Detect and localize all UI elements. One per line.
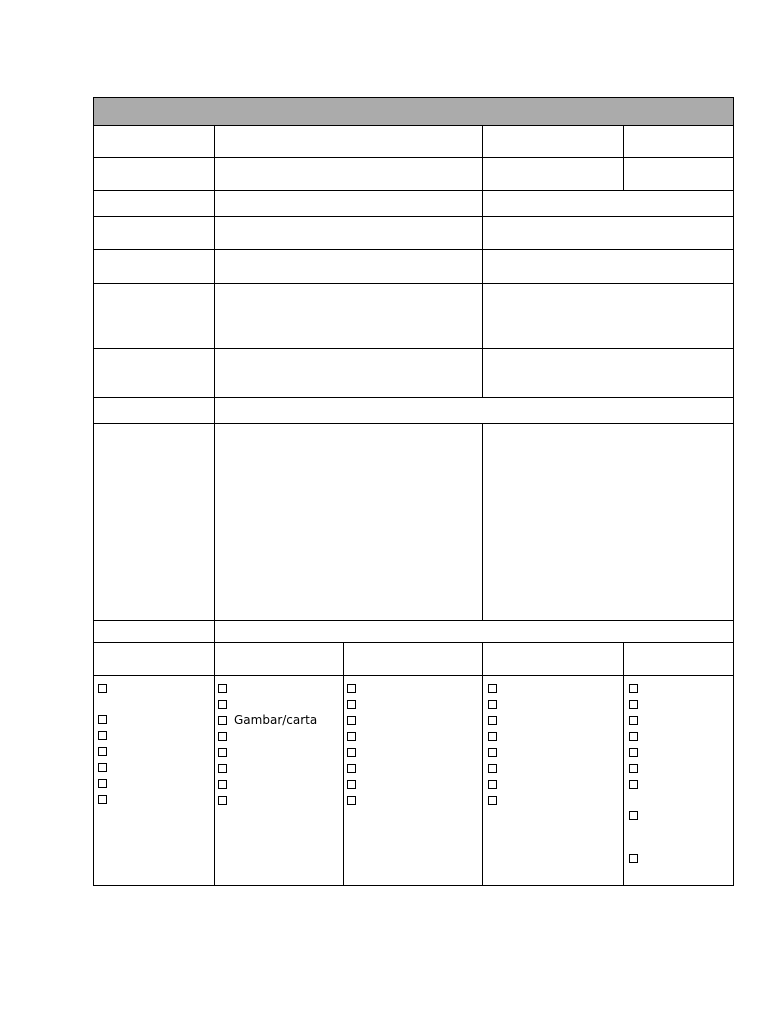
checklist-header-cell [623, 642, 734, 676]
field-label-cell [93, 157, 215, 191]
checkbox[interactable] [218, 748, 227, 757]
field-input-cell[interactable] [482, 283, 734, 349]
checklist-header-cell [482, 642, 624, 676]
field-input-cell[interactable] [482, 190, 734, 217]
checkbox[interactable] [629, 684, 638, 693]
checkbox[interactable] [629, 700, 638, 709]
field-label-cell [93, 620, 215, 643]
checkbox[interactable] [98, 684, 107, 693]
checkbox[interactable] [488, 780, 497, 789]
checklist-header-cell [343, 642, 483, 676]
checkbox[interactable] [347, 732, 356, 741]
checkbox[interactable] [488, 700, 497, 709]
checklist-column-4 [482, 675, 624, 886]
checkbox[interactable] [98, 763, 107, 772]
checkbox[interactable] [347, 748, 356, 757]
checkbox[interactable] [488, 716, 497, 725]
checklist-header-cell [93, 642, 215, 676]
field-input-cell[interactable] [214, 190, 483, 217]
field-input-cell[interactable] [214, 348, 483, 398]
checkbox[interactable] [488, 796, 497, 805]
field-label-cell [93, 348, 215, 398]
checklist-column-1 [93, 675, 215, 886]
checkbox[interactable] [98, 779, 107, 788]
checklist-column-3 [343, 675, 483, 886]
field-input-cell[interactable] [482, 249, 734, 284]
checkbox[interactable] [347, 700, 356, 709]
checkbox[interactable] [347, 716, 356, 725]
field-label-cell [482, 157, 624, 191]
form-header-bar [93, 97, 734, 126]
checkbox[interactable] [629, 732, 638, 741]
field-input-cell[interactable] [623, 157, 734, 191]
field-label-cell [93, 249, 215, 284]
field-input-cell[interactable] [214, 157, 483, 191]
field-label-cell [93, 125, 215, 158]
checkbox[interactable] [218, 684, 227, 693]
field-input-cell[interactable] [214, 283, 483, 349]
checkbox[interactable] [629, 854, 638, 863]
field-label-cell [93, 397, 215, 424]
field-input-cell[interactable] [482, 216, 734, 250]
checkbox[interactable] [488, 684, 497, 693]
field-input-cell[interactable] [214, 397, 734, 424]
checkbox-label: Gambar/carta [234, 713, 318, 727]
field-label-cell [93, 423, 215, 621]
checkbox[interactable] [347, 780, 356, 789]
checkbox[interactable] [218, 732, 227, 741]
field-input-cell[interactable] [214, 249, 483, 284]
checkbox[interactable] [488, 764, 497, 773]
checkbox[interactable] [629, 764, 638, 773]
field-input-cell[interactable] [623, 125, 734, 158]
checkbox[interactable] [488, 732, 497, 741]
checkbox[interactable] [218, 764, 227, 773]
checkbox[interactable] [98, 747, 107, 756]
checkbox[interactable] [629, 748, 638, 757]
checkbox[interactable] [629, 811, 638, 820]
field-label-cell [93, 216, 215, 250]
text-area-cell[interactable] [482, 423, 734, 621]
field-input-cell[interactable] [214, 125, 483, 158]
field-label-cell [482, 125, 624, 158]
field-input-cell[interactable] [482, 348, 734, 398]
checkbox[interactable] [98, 795, 107, 804]
checkbox[interactable] [488, 748, 497, 757]
checkbox[interactable] [218, 716, 227, 725]
checklist-column-2 [214, 675, 344, 886]
checkbox[interactable] [629, 716, 638, 725]
field-input-cell[interactable] [214, 216, 483, 250]
checklist-header-cell [214, 642, 344, 676]
checkbox[interactable] [218, 796, 227, 805]
checkbox[interactable] [347, 684, 356, 693]
checklist-column-5 [623, 675, 734, 886]
field-label-cell [93, 283, 215, 349]
field-input-cell[interactable] [214, 620, 734, 643]
checkbox[interactable] [98, 715, 107, 724]
checkbox[interactable] [347, 796, 356, 805]
checkbox[interactable] [98, 731, 107, 740]
checkbox[interactable] [218, 780, 227, 789]
field-label-cell [93, 190, 215, 217]
checkbox[interactable] [629, 780, 638, 789]
checkbox[interactable] [347, 764, 356, 773]
text-area-cell[interactable] [214, 423, 483, 621]
form-table [93, 97, 734, 886]
checkbox[interactable] [218, 700, 227, 709]
